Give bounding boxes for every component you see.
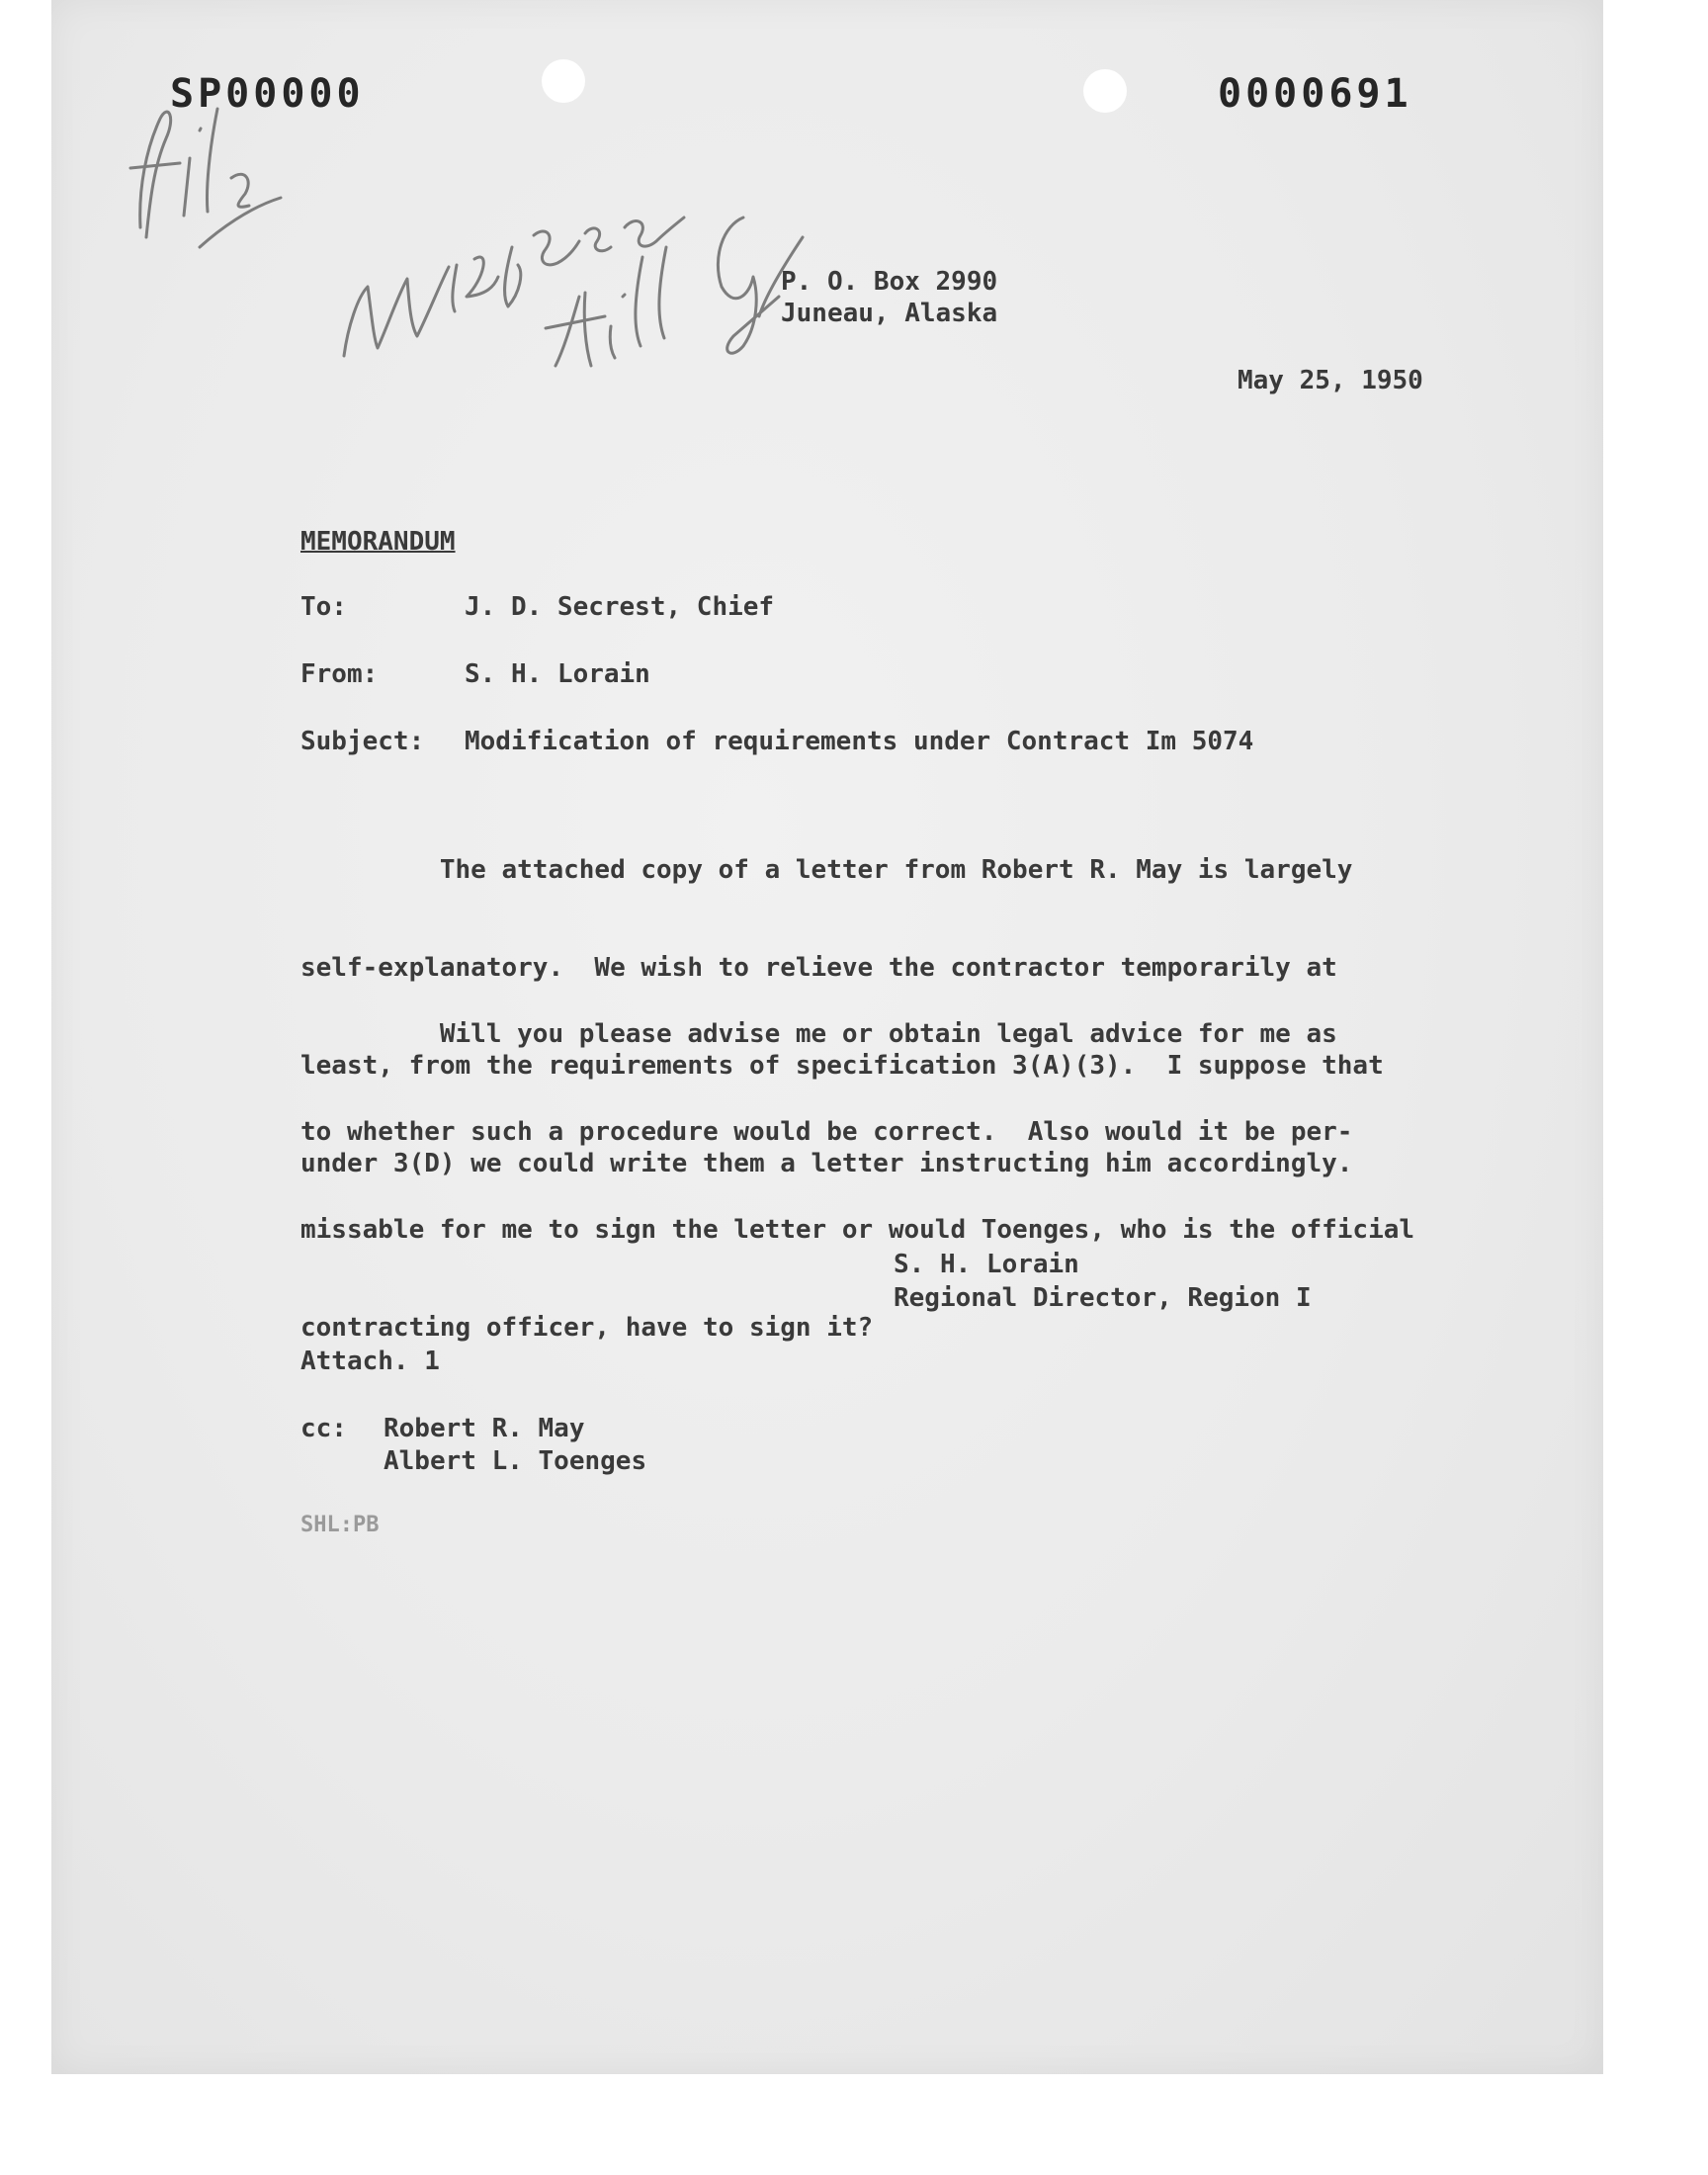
document-number-stamp-left: SP00000 <box>170 71 365 117</box>
memo-date: May 25, 1950 <box>1238 366 1423 395</box>
paragraph-2-line: contracting officer, have to sign it? <box>300 1313 874 1343</box>
cc-label: cc: <box>300 1414 347 1443</box>
body-paragraph-2 <box>300 953 1414 1410</box>
from-value: S. H. Lorain <box>465 659 650 689</box>
punch-hole-right <box>1083 69 1127 113</box>
letterhead-city: Juneau, Alaska <box>781 299 998 328</box>
paragraph-2-line: Will you please advise me or obtain legal advice for me as <box>300 1019 1337 1049</box>
cc-recipient-2: Albert L. Toenges <box>384 1446 647 1476</box>
document-page <box>51 0 1603 2074</box>
signature-title: Regional Director, Region I <box>894 1283 1312 1313</box>
document-number-stamp-right: 0000691 <box>1218 71 1412 117</box>
paragraph-1-line: self-explanatory. We wish to relieve the contractor temporarily at <box>300 953 1337 983</box>
paragraph-2-line: missable for me to sign the letter or would Toenges, who is the official <box>300 1215 1415 1245</box>
letterhead-box: P. O. Box 2990 <box>781 267 998 297</box>
paragraph-1-line: The attached copy of a letter from Robert R. May is largely <box>300 855 1353 885</box>
from-label: From: <box>300 659 379 689</box>
signature-name: S. H. Lorain <box>894 1250 1079 1279</box>
attachment-note: Attach. 1 <box>300 1347 440 1376</box>
handwritten-notes <box>51 0 941 445</box>
cc-recipient-1: Robert R. May <box>384 1414 585 1443</box>
to-value: J. D. Secrest, Chief <box>465 592 775 622</box>
handwriting-file-note <box>130 109 249 237</box>
paragraph-1-line: under 3(D) we could write them a letter instructing him accordingly. <box>300 1149 1353 1178</box>
typist-initials: SHL:PB <box>300 1513 380 1537</box>
paragraph-1-line: least, from the requirements of specification 3(A)(3). I suppose that <box>300 1051 1384 1081</box>
subject-label: Subject: <box>300 727 425 756</box>
paragraph-2-line: to whether such a procedure would be correct. Also would it be per- <box>300 1117 1353 1147</box>
to-label: To: <box>300 592 347 622</box>
handwriting-name-note <box>344 218 684 356</box>
memo-heading: MEMORANDUM <box>300 527 456 557</box>
subject-value: Modification of requirements under Contract Im 5074 <box>465 727 1254 756</box>
